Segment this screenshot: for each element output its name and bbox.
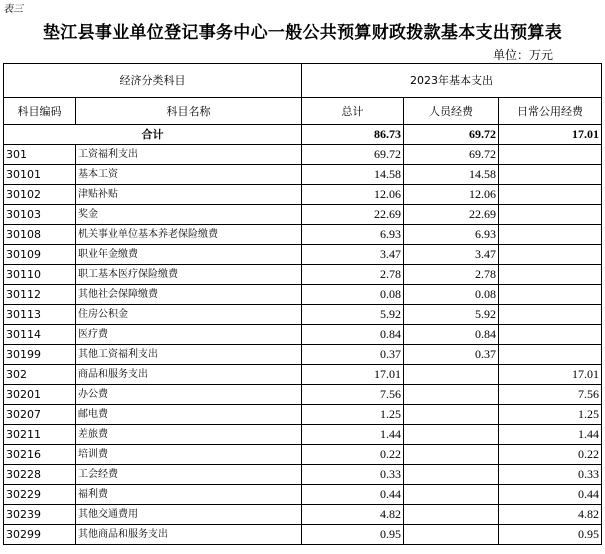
row-total: 0.37: [302, 345, 404, 365]
row-name: 其他社会保障缴费: [76, 285, 302, 305]
public-header: 日常公用经费: [499, 98, 602, 125]
row-public: [499, 325, 602, 345]
row-public: [499, 245, 602, 265]
row-total: 0.84: [302, 325, 404, 345]
row-name: 其他工资福利支出: [76, 345, 302, 365]
row-public: [499, 305, 602, 325]
row-code: 30207: [4, 405, 76, 425]
row-total: 4.82: [302, 505, 404, 525]
row-public: [499, 265, 602, 285]
row-public: 0.22: [499, 445, 602, 465]
table-row: [4, 365, 602, 385]
row-code: 30199: [4, 345, 76, 365]
row-public: [499, 205, 602, 225]
row-public: 0.33: [499, 465, 602, 485]
row-name: 基本工资: [76, 165, 302, 185]
row-name: 邮电费: [76, 405, 302, 425]
row-public: [499, 285, 602, 305]
row-public: [499, 185, 602, 205]
table-row: [4, 525, 602, 545]
row-code: 30299: [4, 525, 76, 545]
row-personnel: [404, 465, 499, 485]
row-total: 17.01: [302, 365, 404, 385]
row-name: 培训费: [76, 445, 302, 465]
table-row: [4, 285, 602, 305]
row-name: 工资福利支出: [76, 145, 302, 165]
row-name: 机关事业单位基本养老保险缴费: [76, 225, 302, 245]
row-personnel: 22.69: [404, 205, 499, 225]
table-row: [4, 185, 602, 205]
row-code: 30103: [4, 205, 76, 225]
row-personnel: 3.47: [404, 245, 499, 265]
row-personnel: 14.58: [404, 165, 499, 185]
row-name: 奖金: [76, 205, 302, 225]
row-public: 1.44: [499, 425, 602, 445]
row-name: 其他商品和服务支出: [76, 525, 302, 545]
row-name: 住房公积金: [76, 305, 302, 325]
row-code: 30201: [4, 385, 76, 405]
row-code: 301: [4, 145, 76, 165]
row-code: 30102: [4, 185, 76, 205]
row-code: 302: [4, 365, 76, 385]
row-total: 7.56: [302, 385, 404, 405]
total-public: 17.01: [499, 125, 602, 145]
table-row: [4, 145, 602, 165]
row-name: 工会经费: [76, 465, 302, 485]
row-personnel: [404, 425, 499, 445]
table-row: [4, 325, 602, 345]
row-total: 0.08: [302, 285, 404, 305]
row-total: 6.93: [302, 225, 404, 245]
row-personnel: 2.78: [404, 265, 499, 285]
row-total: 69.72: [302, 145, 404, 165]
doc-label: 表三: [3, 4, 23, 15]
row-name: 津贴补贴: [76, 185, 302, 205]
row-name: 职工基本医疗保险缴费: [76, 265, 302, 285]
row-name: 医疗费: [76, 325, 302, 345]
header-row-1: [4, 64, 602, 98]
row-total: 22.69: [302, 205, 404, 225]
total-label: 合计: [4, 125, 302, 145]
row-public: 1.25: [499, 405, 602, 425]
row-public: 7.56: [499, 385, 602, 405]
table-row: [4, 425, 602, 445]
row-personnel: [404, 505, 499, 525]
row-total: 3.47: [302, 245, 404, 265]
header-row-2: [4, 98, 602, 125]
row-code: 30239: [4, 505, 76, 525]
table-row: [4, 485, 602, 505]
row-code: 30109: [4, 245, 76, 265]
total-personnel: 69.72: [404, 125, 499, 145]
code-header: 科目编码: [4, 98, 76, 125]
table-row: [4, 445, 602, 465]
total-header: 总计: [302, 98, 404, 125]
row-code: 30229: [4, 485, 76, 505]
row-total: 14.58: [302, 165, 404, 185]
table-row: [4, 305, 602, 325]
row-total: 0.33: [302, 465, 404, 485]
row-total: 1.44: [302, 425, 404, 445]
row-public: 0.95: [499, 525, 602, 545]
row-total: 12.06: [302, 185, 404, 205]
table-row: [4, 165, 602, 185]
row-public: [499, 165, 602, 185]
table-row: [4, 345, 602, 365]
row-public: 4.82: [499, 505, 602, 525]
row-personnel: [404, 525, 499, 545]
row-public: [499, 145, 602, 165]
table-row: [4, 385, 602, 405]
row-name: 差旅费: [76, 425, 302, 445]
row-personnel: [404, 405, 499, 425]
row-total: 1.25: [302, 405, 404, 425]
row-code: 30114: [4, 325, 76, 345]
row-total: 0.44: [302, 485, 404, 505]
row-code: 30113: [4, 305, 76, 325]
unit-label: 单位：万元: [492, 48, 553, 62]
row-total: 2.78: [302, 265, 404, 285]
name-header: 科目名称: [76, 98, 302, 125]
row-name: 其他交通费用: [76, 505, 302, 525]
row-total: 0.22: [302, 445, 404, 465]
row-personnel: 5.92: [404, 305, 499, 325]
total-total: 86.73: [302, 125, 404, 145]
row-public: 0.44: [499, 485, 602, 505]
row-personnel: [404, 365, 499, 385]
row-personnel: 0.37: [404, 345, 499, 365]
table-row: [4, 505, 602, 525]
table-row: [4, 225, 602, 245]
personnel-header: 人员经费: [404, 98, 499, 125]
row-code: 30110: [4, 265, 76, 285]
total-row: [4, 125, 602, 145]
row-personnel: 0.84: [404, 325, 499, 345]
row-name: 福利费: [76, 485, 302, 505]
row-personnel: 0.08: [404, 285, 499, 305]
row-personnel: 6.93: [404, 225, 499, 245]
row-name: 职业年金缴费: [76, 245, 302, 265]
row-public: [499, 225, 602, 245]
page-title: 垫江县事业单位登记事务中心一般公共预算财政拨款基本支出预算表: [43, 23, 562, 43]
row-personnel: 69.72: [404, 145, 499, 165]
year-basic-header: 2023年基本支出: [302, 64, 602, 98]
row-public: 17.01: [499, 365, 602, 385]
row-code: 30211: [4, 425, 76, 445]
row-personnel: [404, 485, 499, 505]
table-row: [4, 265, 602, 285]
row-personnel: [404, 445, 499, 465]
row-code: 30108: [4, 225, 76, 245]
table-row: [4, 405, 602, 425]
table-row: [4, 465, 602, 485]
row-name: 办公费: [76, 385, 302, 405]
row-public: [499, 345, 602, 365]
row-total: 0.95: [302, 525, 404, 545]
econ-category-header: 经济分类科目: [4, 64, 302, 98]
budget-table: [3, 63, 602, 545]
row-personnel: 12.06: [404, 185, 499, 205]
row-code: 30101: [4, 165, 76, 185]
row-name: 商品和服务支出: [76, 365, 302, 385]
row-personnel: [404, 385, 499, 405]
row-code: 30216: [4, 445, 76, 465]
row-code: 30112: [4, 285, 76, 305]
row-code: 30228: [4, 465, 76, 485]
table-row: [4, 205, 602, 225]
row-total: 5.92: [302, 305, 404, 325]
table-row: [4, 245, 602, 265]
